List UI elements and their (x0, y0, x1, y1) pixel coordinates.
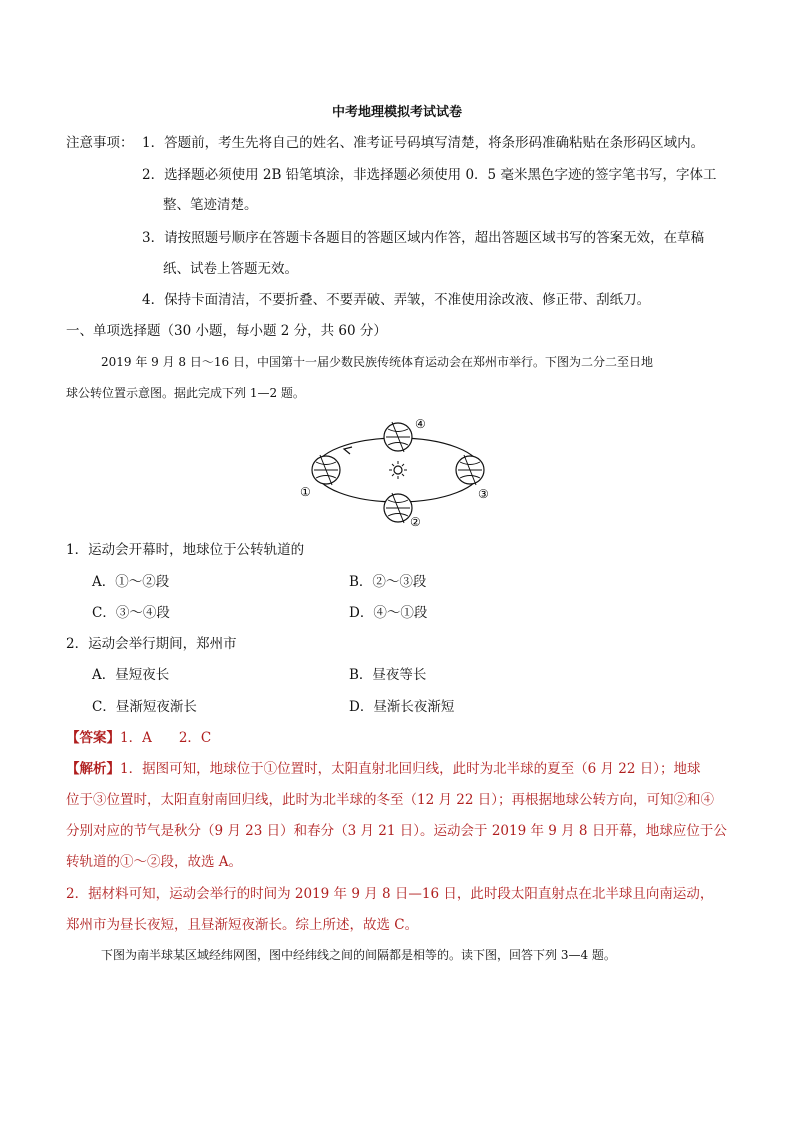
label-position-4: ④ (415, 417, 426, 431)
notice-item-1: 1．答题前，考生先将自己的姓名、准考证号码填写清楚，将条形码准确粘贴在条形码区域内。 (142, 135, 705, 151)
analysis-line-4: 转轨道的①～②段，故选 A。 (66, 854, 243, 870)
analysis-line-3: 分别对应的节气是秋分（9 月 23 日）和春分（3 月 21 日）。运动会于 2019 年 9 月 8 日开幕，地球应位于公 (66, 823, 727, 839)
q1-stem: 1．运动会开幕时，地球位于公转轨道的 (66, 542, 305, 558)
earth-position-3-icon (456, 455, 484, 485)
q2-stem: 2．运动会举行期间，郑州市 (66, 636, 237, 652)
notice-item-3: 3．请按照题号顺序在答题卡各题目的答题区域内作答，超出答题区域书写的答案无效，在草稿 (142, 230, 705, 246)
intro-1-line-2: 球公转位置示意图。据此完成下列 1—2 题。 (66, 386, 305, 400)
section-heading: 一、单项选择题（30 小题，每小题 2 分，共 60 分） (66, 323, 387, 339)
orbit-direction-arrow (344, 447, 352, 454)
earth-position-4-icon (384, 422, 412, 452)
q1-option-d: D．④～①段 (349, 605, 428, 621)
q1-option-b: B．②～③段 (349, 574, 427, 590)
earth-position-1-icon (312, 455, 340, 485)
notice-label: 注意事项： (66, 135, 134, 151)
notice-item-4: 4．保持卡面清洁，不要折叠、不要弄破、弄皱，不准使用涂改液、修正带、刮纸刀。 (142, 292, 651, 308)
q2-option-c: C．昼渐短夜渐长 (92, 699, 197, 715)
analysis-line-1: 1．据图可知，地球位于①位置时，太阳直射北回归线，此时为北半球的夏至（6 月 22 日）；地球 (120, 761, 701, 777)
q2-option-b: B．昼夜等长 (349, 667, 427, 683)
analysis-label: 【解析】 (66, 761, 120, 777)
sun-icon (389, 461, 407, 479)
q1-option-a: A．①～②段 (92, 574, 170, 590)
analysis-line-2: 位于③位置时，太阳直射南回归线，此时为北半球的冬至（12 月 22 日）；再根据地球公转方向，可知②和④ (66, 792, 714, 808)
earth-orbit-diagram (298, 412, 498, 530)
answer-text: 1．A 2．C (120, 730, 212, 746)
q2-option-a: A．昼短夜长 (92, 667, 170, 683)
analysis-line-5: 2．据材料可知，运动会举行的时间为 2019 年 9 月 8 日—16 日，此时段太阳直射点在北半球且向南运动， (66, 886, 714, 902)
intro-2: 下图为南半球某区域经纬网图，图中经纬线之间的间隔都是相等的。读下图，回答下列 3—4 题。 (101, 948, 616, 962)
notice-item-2-cont: 整、笔迹清楚。 (163, 197, 258, 213)
q1-option-c: C．③～④段 (92, 605, 170, 621)
notice-item-3-cont: 纸、试卷上答题无效。 (163, 261, 298, 277)
label-position-2: ② (410, 515, 421, 529)
page-title: 中考地理模拟考试试卷 (331, 105, 462, 120)
label-position-3: ③ (478, 487, 489, 501)
analysis-line-6: 郑州市为昼长夜短，且昼渐短夜渐长。综上所述，故选 C。 (66, 917, 419, 933)
intro-1-line-1: 2019 年 9 月 8 日～16 日，中国第十一届少数民族传统体育运动会在郑州市举行。下图为二分二至日地 (101, 355, 653, 369)
answer-label: 【答案】 (66, 730, 120, 746)
notice-item-2: 2．选择题必须使用 2B 铅笔填涂，非选择题必须使用 0．5 毫米黑色字迹的签字笔书写，字体工 (142, 167, 717, 183)
earth-position-2-icon (384, 493, 412, 523)
label-position-1: ① (300, 485, 311, 499)
q2-option-d: D．昼渐长夜渐短 (349, 699, 455, 715)
